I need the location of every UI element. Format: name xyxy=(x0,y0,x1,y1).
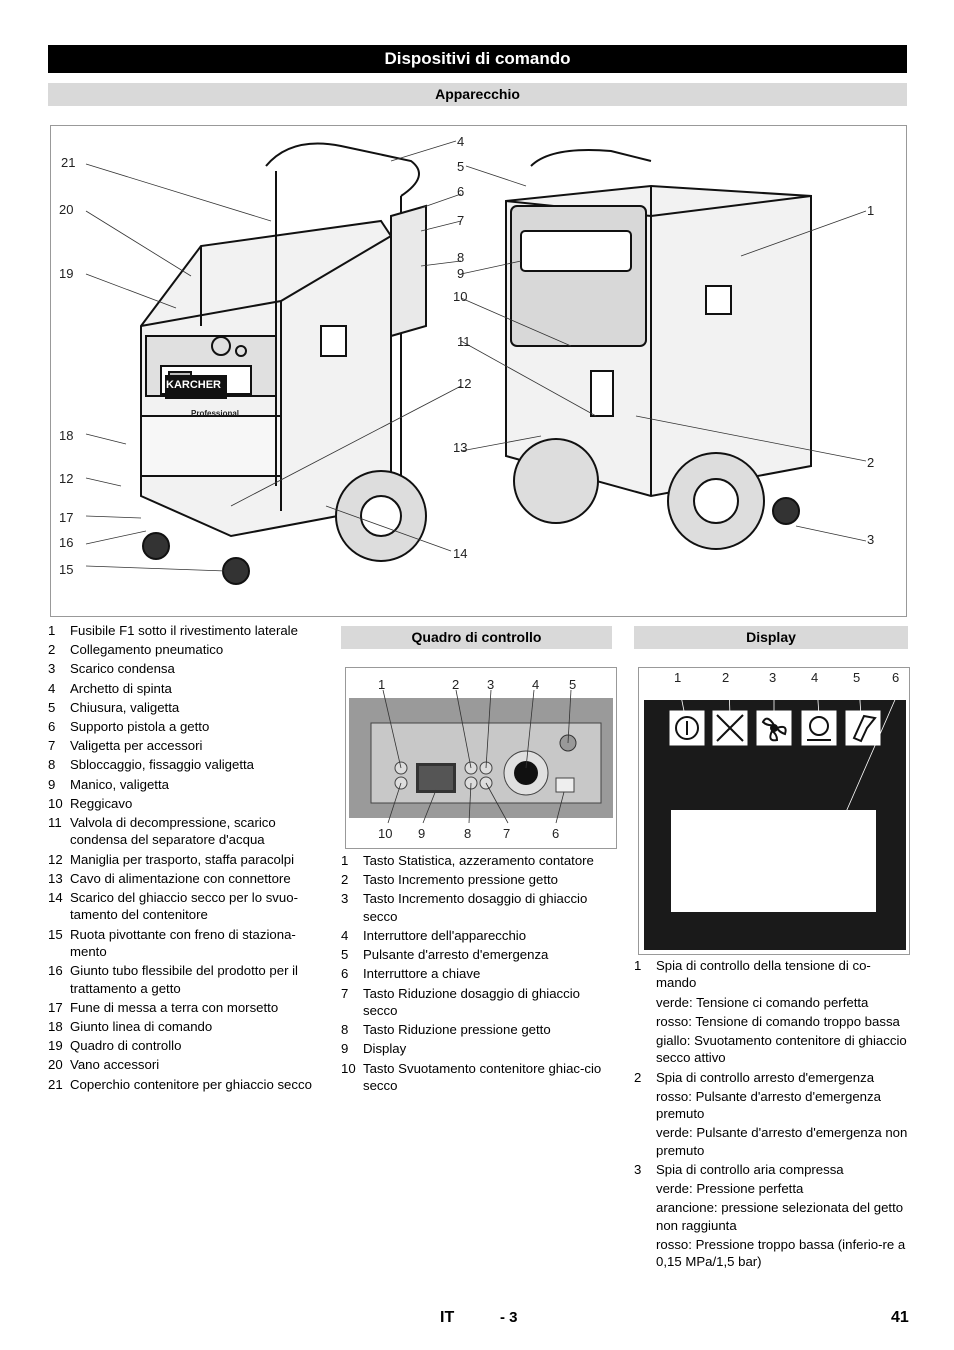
panel-callout-6: 6 xyxy=(552,826,560,841)
panel-legend-item xyxy=(341,1040,613,1057)
device-legend-item-number: 14 xyxy=(48,890,63,906)
callout-3: 3 xyxy=(867,532,875,547)
display-legend-state: rosso: Pressione troppo bassa (inferio-re a 0,15 MPa/1,5 bar) xyxy=(656,1237,906,1270)
panel-legend-item-text: Tasto Riduzione pressione getto xyxy=(363,1022,551,1038)
panel-legend-item-text: Tasto Incremento dosaggio di ghiaccio secco xyxy=(363,891,588,924)
panel-legend-item-text: Pulsante d'arresto d'emergenza xyxy=(363,947,549,963)
display-callout-1: 1 xyxy=(674,670,682,685)
control-panel-figure xyxy=(345,667,617,849)
device-legend-item-number: 9 xyxy=(48,776,56,792)
callout-6: 6 xyxy=(457,184,465,199)
section-heading-display: Display xyxy=(634,626,908,649)
device-legend-item-number: 3 xyxy=(48,661,56,677)
panel-callout-8: 8 xyxy=(464,826,472,841)
panel-callout-9: 9 xyxy=(418,826,426,841)
panel-legend-item xyxy=(341,927,613,944)
device-legend-item-number: 2 xyxy=(48,642,56,658)
panel-legend-item-number: 7 xyxy=(341,985,349,1001)
display-legend xyxy=(634,957,908,1273)
panel-legend-item-number: 1 xyxy=(341,853,349,868)
device-legend-item-text: Supporto pistola a getto xyxy=(70,719,210,735)
callout-21: 21 xyxy=(61,155,76,170)
panel-legend-item-number: 2 xyxy=(341,872,349,888)
display-legend-item xyxy=(634,1069,908,1086)
display-legend-state: rosso: Pulsante d'arresto d'emergenza premuto xyxy=(656,1088,881,1122)
display-legend-item-text: Spia di controllo della tensione di co-mando xyxy=(656,958,871,991)
display-legend-item-number: 2 xyxy=(634,1069,642,1085)
callout-16: 16 xyxy=(59,535,74,550)
callout-13: 13 xyxy=(453,440,468,455)
device-legend-item-text: Scarico del ghiaccio secco per lo svuo-tamento del contenitore xyxy=(70,890,298,923)
panel-legend-item xyxy=(341,946,613,963)
display-legend-state: verde: Pressione perfetta xyxy=(656,1181,804,1197)
callout-4: 4 xyxy=(457,134,465,149)
panel-legend xyxy=(341,852,613,1096)
device-legend-item-number: 8 xyxy=(48,757,56,773)
display-legend-item xyxy=(634,1161,908,1178)
device-legend-item-text: Collegamento pneumatico xyxy=(70,642,224,658)
device-legend-item-number: 5 xyxy=(48,699,56,715)
panel-legend-item-number: 6 xyxy=(341,966,349,982)
panel-legend-item xyxy=(341,871,613,888)
device-legend-item xyxy=(48,699,326,716)
device-legend-item-number: 12 xyxy=(48,851,63,867)
device-legend-item xyxy=(48,1018,326,1035)
footer-language: IT xyxy=(440,1309,455,1326)
panel-legend-item-number: 4 xyxy=(341,928,349,944)
device-legend-item-text: Reggicavo xyxy=(70,795,133,811)
device-legend-item-text: Ruota pivottante con freno di staziona-mento xyxy=(70,926,296,960)
device-legend-item-number: 7 xyxy=(48,738,56,754)
device-legend-item xyxy=(48,718,326,735)
device-legend-item xyxy=(48,680,326,697)
display-legend-state: rosso: Tensione di comando troppo bassa xyxy=(656,1013,900,1029)
callout-2: 2 xyxy=(867,455,875,470)
panel-legend-item-text: Interruttore a chiave xyxy=(363,966,481,982)
panel-legend-item xyxy=(341,965,613,982)
display-legend-item-number: 3 xyxy=(634,1162,642,1178)
device-legend-item xyxy=(48,870,326,887)
device-legend-item-number: 1 xyxy=(48,623,56,638)
device-legend-item-text: Sbloccaggio, fissaggio valigetta xyxy=(70,757,255,773)
display-callout-5: 5 xyxy=(853,670,861,685)
device-legend-item xyxy=(48,999,326,1016)
panel-legend-item-number: 8 xyxy=(341,1022,349,1038)
callout-17: 17 xyxy=(59,510,74,525)
panel-legend-item xyxy=(341,1060,613,1095)
device-legend-item-text: Valigetta per accessori xyxy=(70,738,203,754)
callout-12-left: 12 xyxy=(59,471,74,486)
panel-legend-item-text: Tasto Statistica, azzeramento contatore xyxy=(363,853,594,868)
panel-legend-item-number: 10 xyxy=(341,1060,356,1076)
display-legend-state: giallo: Svuotamento contenitore di ghiaccio secco attivo xyxy=(656,1033,907,1066)
device-legend-item-number: 15 xyxy=(48,926,63,942)
section-heading-control-panel: Quadro di controllo xyxy=(341,626,612,649)
callout-9: 9 xyxy=(457,266,465,281)
callout-8: 8 xyxy=(457,250,465,265)
display-legend-state: arancione: pressione selezionata del getto non raggiunta xyxy=(656,1200,904,1233)
brand-label: KARCHER xyxy=(166,379,221,391)
panel-legend-item-text: Interruttore dell'apparecchio xyxy=(363,928,527,944)
footer-local-page: - 3 xyxy=(500,1309,518,1326)
device-legend-item-text: Cavo di alimentazione con connettore xyxy=(70,870,291,886)
device-legend-item-text: Fune di messa a terra con morsetto xyxy=(70,999,279,1015)
callout-5: 5 xyxy=(457,159,465,174)
device-legend-item-text: Chiusura, valigetta xyxy=(70,699,180,715)
device-legend-item-number: 6 xyxy=(48,719,56,735)
device-legend-item-number: 16 xyxy=(48,963,63,979)
device-legend-item-text: Manico, valigetta xyxy=(70,776,169,792)
display-legend-item-text: Spia di controllo aria compressa xyxy=(656,1162,844,1178)
device-legend-item xyxy=(48,622,326,639)
device-legend-item-number: 13 xyxy=(48,870,63,886)
display-legend-item xyxy=(634,957,908,992)
model-label: Professional xyxy=(191,409,240,418)
device-legend xyxy=(48,622,326,1095)
device-legend-item-text: Fusibile F1 sotto il rivestimento laterale xyxy=(70,623,298,638)
callout-14: 14 xyxy=(453,546,468,561)
device-legend-item-number: 10 xyxy=(48,795,63,811)
device-legend-item xyxy=(48,926,326,961)
callout-1: 1 xyxy=(867,203,875,218)
footer-page-number: 41 xyxy=(891,1309,909,1326)
callout-15: 15 xyxy=(59,562,74,577)
page-title: Dispositivi di comando xyxy=(48,45,907,73)
panel-callout-5: 5 xyxy=(569,677,577,692)
panel-callout-3: 3 xyxy=(487,677,495,692)
device-legend-item xyxy=(48,776,326,793)
panel-legend-item xyxy=(341,852,613,869)
device-legend-item xyxy=(48,1056,326,1073)
display-illustration xyxy=(639,668,909,954)
device-figure xyxy=(50,125,907,617)
device-legend-item-number: 4 xyxy=(48,680,56,696)
device-legend-item xyxy=(48,1037,326,1054)
device-legend-item-text: Giunto tubo flessibile del prodotto per il trattamento a getto xyxy=(70,963,298,996)
device-legend-item xyxy=(48,737,326,754)
display-callout-3: 3 xyxy=(769,670,777,685)
section-heading-apparecchio: Apparecchio xyxy=(48,83,907,106)
device-legend-item xyxy=(48,962,326,997)
panel-legend-item-text: Display xyxy=(363,1041,407,1057)
panel-legend-item-text: Tasto Svuotamento contenitore ghiac-cio secco xyxy=(363,1060,602,1094)
device-legend-item-text: Giunto linea di comando xyxy=(70,1019,213,1035)
device-legend-item-text: Vano accessori xyxy=(70,1057,160,1073)
panel-legend-item xyxy=(341,985,613,1020)
display-callout-4: 4 xyxy=(811,670,819,685)
device-legend-item xyxy=(48,889,326,924)
callout-19: 19 xyxy=(59,266,74,281)
display-legend-item-text: Spia di controllo arresto d'emergenza xyxy=(656,1069,875,1085)
panel-legend-item-number: 3 xyxy=(341,891,349,907)
device-legend-item xyxy=(48,851,326,868)
control-panel-illustration xyxy=(346,668,616,848)
device-legend-item xyxy=(48,1076,326,1093)
panel-callout-7: 7 xyxy=(503,826,511,841)
display-legend-state: verde: Pulsante d'arresto d'emergenza non premuto xyxy=(656,1125,908,1158)
panel-callout-2: 2 xyxy=(452,677,460,692)
device-legend-item-text: Archetto di spinta xyxy=(70,680,172,696)
callout-18: 18 xyxy=(59,428,74,443)
display-callout-2: 2 xyxy=(722,670,730,685)
device-legend-item-text: Quadro di controllo xyxy=(70,1038,182,1054)
panel-legend-item xyxy=(341,1021,613,1038)
panel-callout-1: 1 xyxy=(378,677,386,692)
panel-legend-item-text: Tasto Incremento pressione getto xyxy=(363,872,558,888)
device-legend-item xyxy=(48,756,326,773)
callout-7: 7 xyxy=(457,213,465,228)
panel-legend-item xyxy=(341,890,613,925)
device-legend-item-text: Valvola di decompressione, scarico condensa del separatore d'acqua xyxy=(70,815,276,848)
display-legend-state: verde: Tensione ci comando perfetta xyxy=(656,994,869,1010)
panel-callout-10: 10 xyxy=(378,826,393,841)
device-legend-item-number: 21 xyxy=(48,1076,63,1092)
panel-legend-item-text: Tasto Riduzione dosaggio di ghiaccio secco xyxy=(363,985,580,1019)
device-legend-item-text: Maniglia per trasporto, staffa paracolpi xyxy=(70,851,295,867)
device-legend-item-number: 20 xyxy=(48,1057,63,1073)
panel-legend-item-number: 9 xyxy=(341,1041,349,1057)
device-legend-item-number: 17 xyxy=(48,999,63,1015)
device-legend-item-number: 18 xyxy=(48,1019,63,1035)
device-legend-item-text: Scarico condensa xyxy=(70,661,175,677)
callout-12-mid: 12 xyxy=(457,376,472,391)
callout-11: 11 xyxy=(457,334,471,349)
display-callout-6: 6 xyxy=(892,670,900,685)
device-legend-item xyxy=(48,660,326,677)
panel-legend-item-number: 5 xyxy=(341,947,349,963)
display-legend-item-number: 1 xyxy=(634,958,642,973)
device-legend-item xyxy=(48,814,326,849)
panel-callout-4: 4 xyxy=(532,677,540,692)
display-figure xyxy=(638,667,910,955)
callout-20: 20 xyxy=(59,202,74,217)
device-legend-item-text: Coperchio contenitore per ghiaccio secco xyxy=(70,1076,312,1092)
callout-10: 10 xyxy=(453,289,468,304)
device-legend-item-number: 11 xyxy=(48,815,62,831)
device-legend-item-number: 19 xyxy=(48,1038,63,1054)
device-legend-item xyxy=(48,795,326,812)
device-legend-item xyxy=(48,641,326,658)
device-illustration xyxy=(51,126,906,616)
